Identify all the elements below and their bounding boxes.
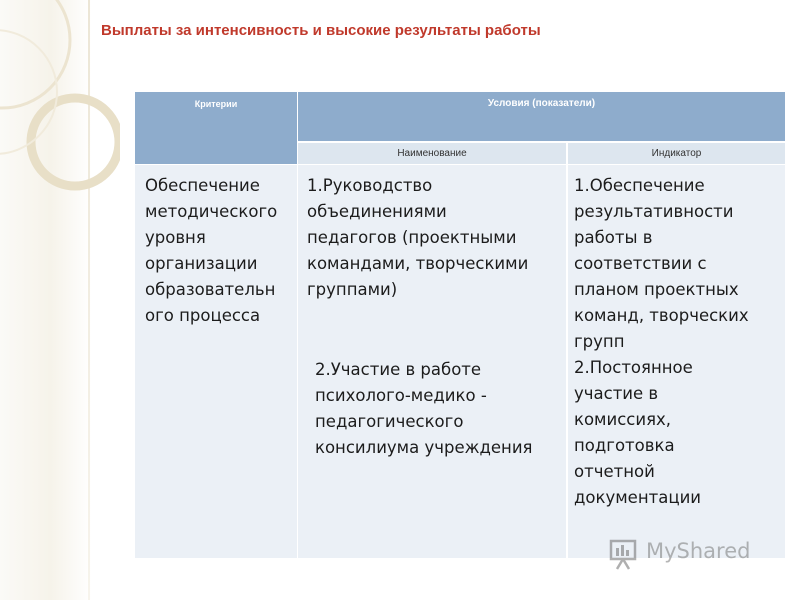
cell-name [298,165,566,558]
watermark-text: MyShared [646,539,751,563]
header-criteria: Критерии [135,92,297,164]
subheader-name: Наименование [298,143,566,164]
criteria-table [135,92,785,558]
indicator-item-2: 2.Постоянное участие в комиссиях, подготовка отчетной документации [574,358,702,507]
cell-criteria [135,165,297,558]
criteria-text: Обеспечение методического уровня организации образовательн ого процесса [145,176,278,325]
watermark [606,536,776,572]
name-item-2: 2.Участие в работе психолого-медико - педагогического консилиума учреждения [315,360,533,457]
indicator-item-1: 1.Обеспечение результативности работы в соответствии с планом проектных команд, творческих групп [574,176,749,351]
name-item-1: 1.Руководство объединениями педагогов (проектными командами, творческими группами) [307,176,529,299]
cell-indicator [568,165,785,558]
presentation-board-icon [606,536,642,572]
subheader-indicator: Индикатор [568,143,785,164]
header-conditions: Условия (показатели) [298,92,785,141]
slide-title: Выплаты за интенсивность и высокие результаты работы [101,22,541,39]
